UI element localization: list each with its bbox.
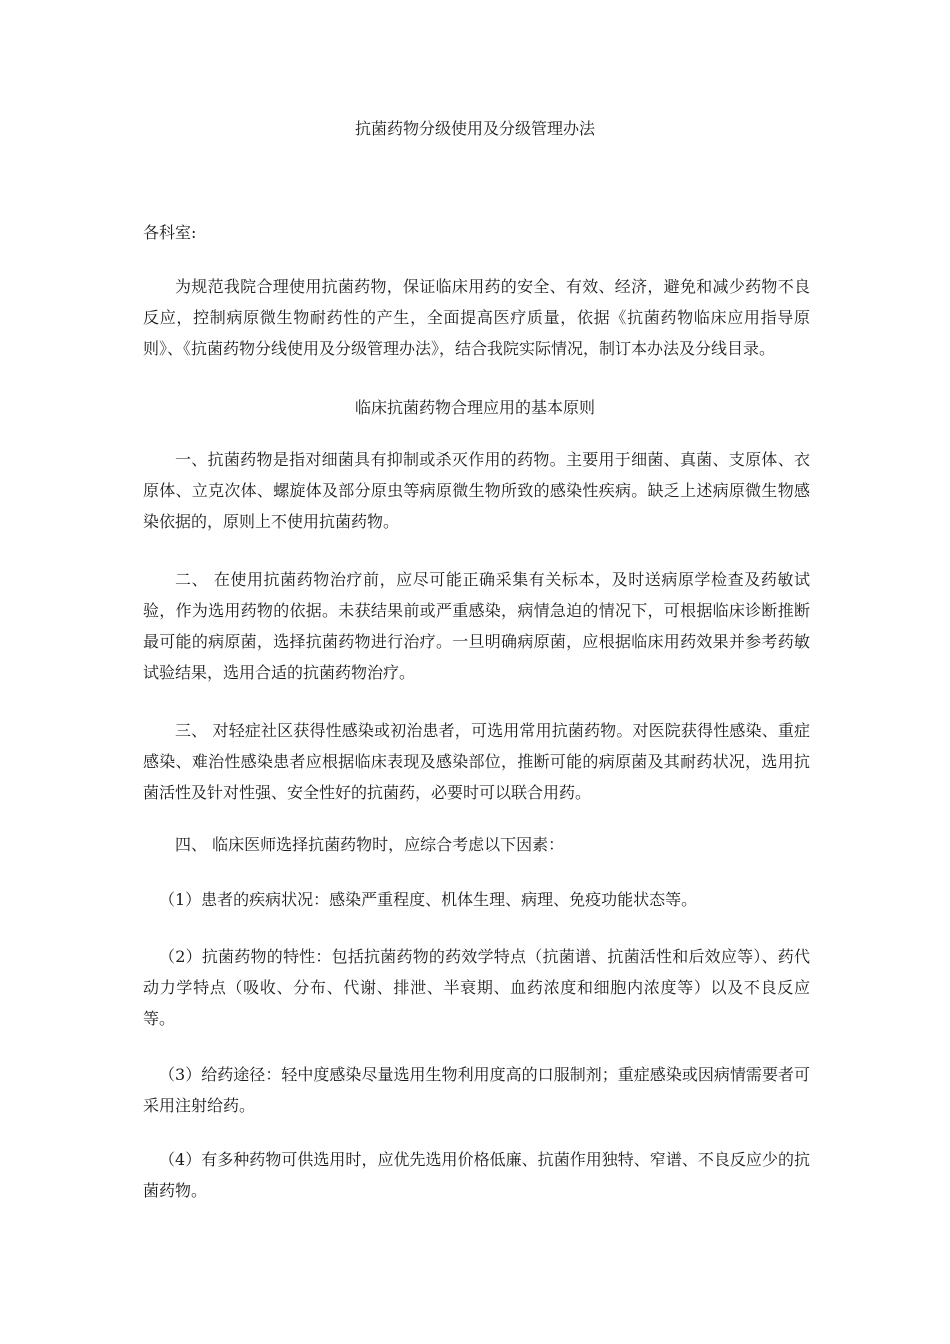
factor-paragraph-3: （3）给药途径：轻中度感染尽量选用生物利用度高的口服制剂；重症感染或因病情需要者可采用注射给药。 [143, 1065, 810, 1115]
intro-paragraph: 为规范我院合理使用抗菌药物，保证临床用药的安全、有效、经济，避免和减少药物不良反应，控制病原微生物耐药性的产生，全面提高医疗质量，依据《抗菌药物临床应用指导原则》、《抗菌药物分线使用及分级管理办法》，结合我院实际情况，制订本办法及分线目录。 [143, 277, 810, 358]
factor-paragraph-1: （1）患者的疾病状况：感染严重程度、机体生理、病理、免疫功能状态等。 [159, 890, 698, 909]
principle-paragraph-4: 四、 临床医师选择抗菌药物时，应综合考虑以下因素： [175, 835, 565, 854]
principle-paragraph-1: 一、抗菌药物是指对细菌具有抑制或杀灭作用的药物。主要用于细菌、真菌、支原体、衣原体、立克次体、螺旋体及部分原虫等病原微生物所致的感染性疾病。缺乏上述病原微生物感染依据的，原则上不使用抗菌药物。 [143, 450, 810, 531]
salutation: 各科室: [143, 223, 197, 242]
section-heading: 临床抗菌药物合理应用的基本原则 [354, 398, 595, 417]
document-title: 抗菌药物分级使用及分级管理办法 [354, 119, 595, 138]
principle-paragraph-3: 三、 对轻症社区获得性感染或初治患者，可选用常用抗菌药物。对医院获得性感染、重症感染、难治性感染患者应根据临床表现及感染部位，推断可能的病原菌及其耐药状况，选用抗菌活性及针对性强、安全性好的抗菌药，必要时可以联合用药。 [143, 721, 810, 802]
factor-paragraph-4: （4）有多种药物可供选用时，应优先选用价格低廉、抗菌作用独特、窄谱、不良反应少的抗菌药物。 [143, 1150, 810, 1200]
factor-paragraph-2: （2）抗菌药物的特性：包括抗菌药物的药效学特点（抗菌谱、抗菌活性和后效应等）、药代动力学特点（吸收、分布、代谢、排泄、半衰期、血药浓度和细胞内浓度等）以及不良反应等。 [143, 947, 810, 1028]
principle-paragraph-2: 二、 在使用抗菌药物治疗前，应尽可能正确采集有关标本，及时送病原学检查及药敏试验，作为选用药物的依据。未获结果前或严重感染，病情急迫的情况下，可根据临床诊断推断最可能的病原菌，选择抗菌药物进行治疗。一旦明确病原菌，应根据临床用药效果并参考药敏试验结果，选用合适的抗菌药物治疗。 [143, 570, 810, 682]
